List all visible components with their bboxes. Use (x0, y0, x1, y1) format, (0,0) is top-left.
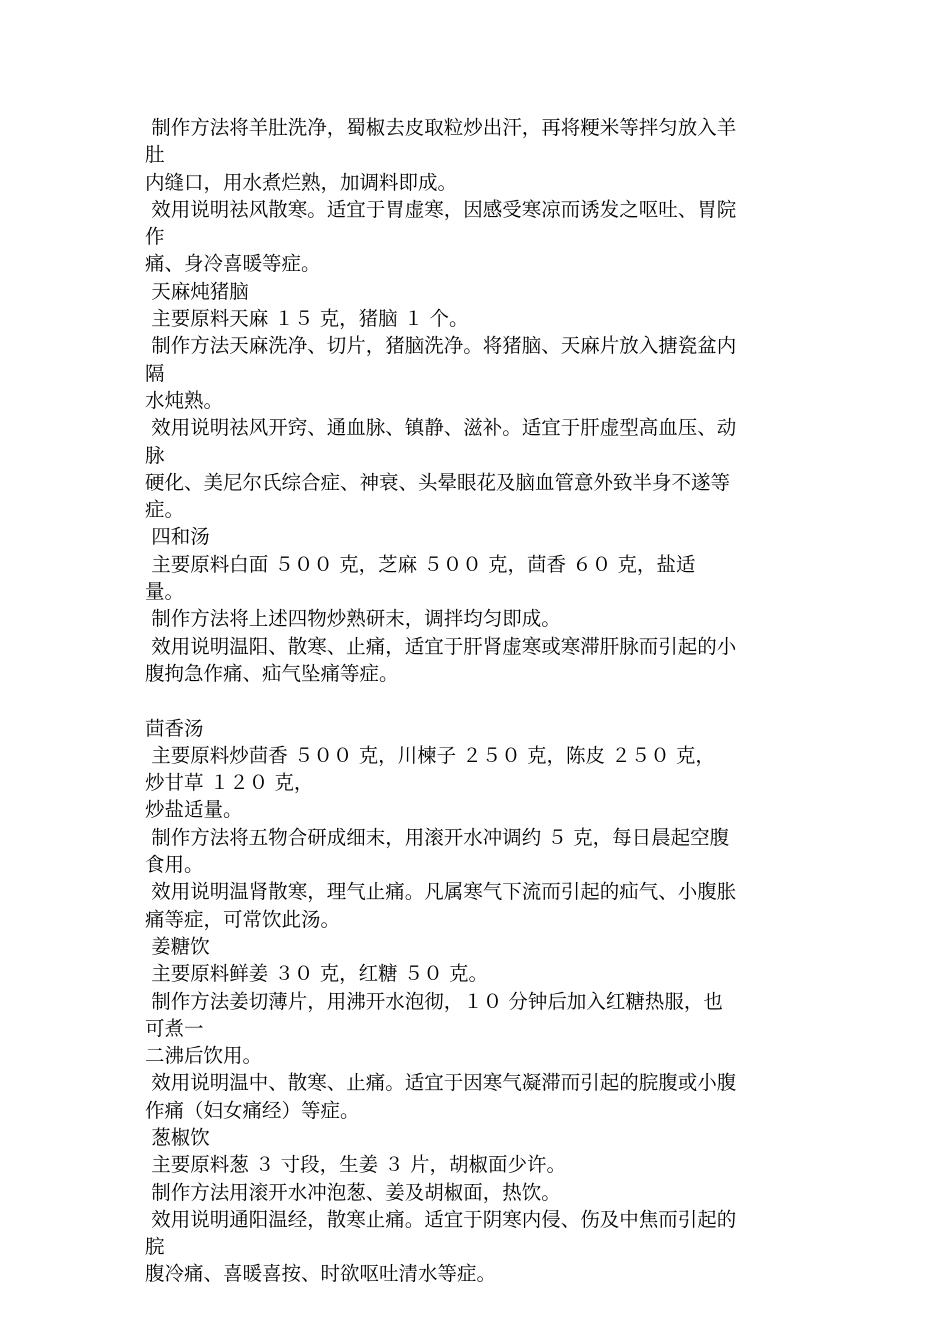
text-line: 效用说明通阳温经，散寒止痛。适宜于阴寒内侵、伤及中焦而引起的 (145, 1207, 737, 1231)
text-line: 主要原料葱 ３ 寸段，生姜 ３ 片，胡椒面少许。 (145, 1153, 566, 1177)
text-line: 可煮一 (145, 1016, 204, 1040)
text-line: 脉 (145, 443, 165, 467)
text-line: 茴香汤 (145, 716, 204, 740)
text-line: 制作方法将羊肚洗净，蜀椒去皮取粒炒出汗，再将粳米等拌匀放入羊 (145, 116, 737, 139)
text-line: 隔 (145, 361, 165, 385)
blank-line (145, 687, 835, 714)
text-line: 腹拘急作痛、疝气坠痛等症。 (145, 661, 399, 685)
text-line: 制作方法将五物合研成细末，用滚开水冲调约 ５ 克，每日晨起空腹 (145, 825, 730, 849)
text-line: 主要原料白面 ５００ 克，芝麻 ５００ 克，茴香 ６０ 克，盐适 (145, 552, 696, 576)
document-body (145, 114, 835, 1288)
text-line: 效用说明祛风散寒。适宜于胃虚寒，因感受寒凉而诱发之呕吐、胃院 (145, 197, 737, 221)
text-line: 效用说明温中、散寒、止痛。适宜于因寒气凝滞而引起的脘腹或小腹 (145, 1071, 737, 1095)
text-line: 姜糖饮 (145, 934, 210, 958)
text-line: 天麻炖猪脑 (145, 279, 249, 303)
text-line: 主要原料鲜姜 ３０ 克，红糖 ５０ 克。 (145, 962, 488, 986)
text-line: 脘 (145, 1235, 165, 1259)
text-line: 量。 (145, 580, 185, 604)
text-line: 食用。 (145, 853, 204, 877)
text-line: 制作方法姜切薄片，用沸开水泡彻，１０ 分钟后加入红糖热服，也 (145, 989, 723, 1013)
text-line: 炒盐适量。 (145, 798, 243, 822)
text-line: 作 (145, 225, 165, 249)
text-line: 效用说明祛风开窍、通血脉、镇静、滋补。适宜于肝虚型高血压、动 (145, 416, 737, 440)
text-line: 四和汤 (145, 525, 210, 549)
text-line: 痛等症，可常饮此汤。 (145, 907, 341, 931)
text-line: 硬化、美尼尔氏综合症、神衰、头晕眼花及脑血管意外致半身不遂等 (145, 470, 731, 494)
text-line: 效用说明温阳、散寒、止痛，适宜于肝肾虚寒或寒滞肝脉而引起的小 (145, 634, 737, 658)
text-line: 二沸后饮用。 (145, 1044, 263, 1068)
text-line: 效用说明温肾散寒，理气止痛。凡属寒气下流而引起的疝气、小腹胀 (145, 880, 737, 904)
text-line: 葱椒饮 (145, 1125, 210, 1149)
text-line: 制作方法用滚开水冲泡葱、姜及胡椒面，热饮。 (145, 1180, 561, 1204)
text-line: 主要原料天麻 １５ 克，猪脑 １ 个。 (145, 307, 469, 331)
text-line: 炒甘草 １２０ 克， (145, 771, 314, 795)
text-line: 制作方法将上述四物炒熟研末，调拌均匀即成。 (145, 607, 561, 631)
text-line: 内缝口，用水煮烂熟，加调料即成。 (145, 170, 458, 194)
text-line: 主要原料炒茴香 ５００ 克，川楝子 ２５０ 克，陈皮 ２５０ 克， (145, 743, 715, 767)
text-line: 肚 (145, 143, 165, 167)
text-line: 腹冷痛、喜暖喜按、时欲呕吐清水等症。 (145, 1262, 497, 1286)
text-line: 制作方法天麻洗净、切片，猪脑洗净。将猪脑、天麻片放入搪瓷盆内 (145, 334, 737, 358)
text-line: 症。 (145, 498, 185, 522)
text-line: 作痛（妇女痛经）等症。 (145, 1098, 360, 1122)
text-line: 痛、身冷喜暖等症。 (145, 252, 321, 276)
text-line: 水炖熟。 (145, 388, 224, 412)
